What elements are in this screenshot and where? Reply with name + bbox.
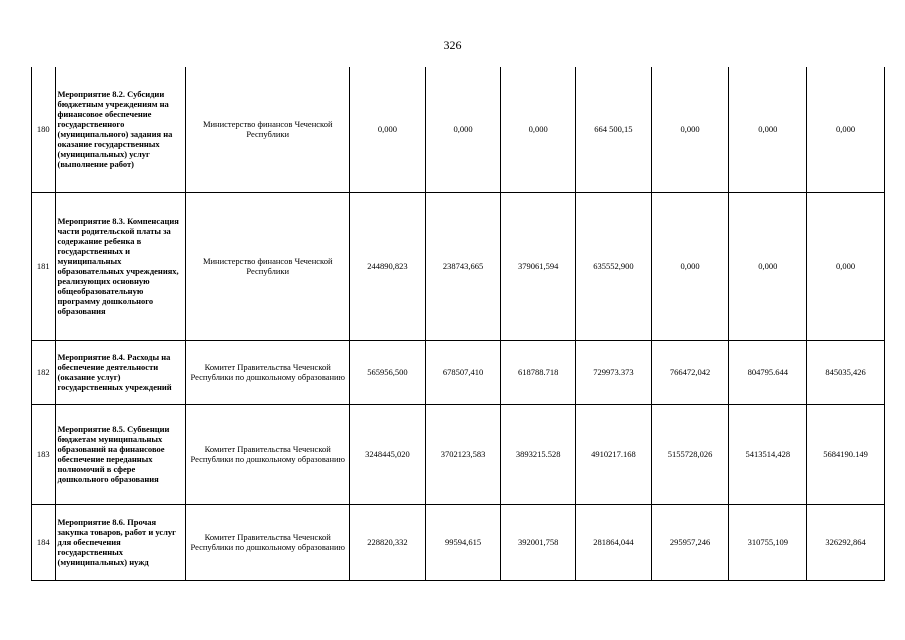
table-row — [32, 504, 885, 580]
value-cell: 845035,426 — [807, 340, 885, 404]
executor-name: Комитет Правительства Чеченской Республики по дошкольному образованию — [186, 340, 350, 404]
value-cell: 5684190.149 — [807, 404, 885, 504]
value-cell: 0,000 — [807, 67, 885, 192]
value-cell: 310755,109 — [729, 504, 807, 580]
activity-name: Мероприятие 8.4. Расходы на обеспечение деятельности (оказание услуг) государственных учреждений — [55, 340, 186, 404]
value-cell: 295957,246 — [651, 504, 729, 580]
activity-name: Мероприятие 8.6. Прочая закупка товаров, работ и услуг для обеспечения государственных (муниципальных) нужд — [55, 504, 186, 580]
row-number: 181 — [32, 192, 56, 340]
value-cell: 0,000 — [425, 67, 501, 192]
value-cell: 618788.718 — [501, 340, 576, 404]
table-row — [32, 192, 885, 340]
row-number: 182 — [32, 340, 56, 404]
page-number: 326 — [443, 38, 462, 52]
executor-name: Комитет Правительства Чеченской Республики по дошкольному образованию — [186, 504, 350, 580]
activity-name: Мероприятие 8.2. Субсидии бюджетным учреждениям на финансовое обеспечение государственного (муниципального) задания на оказание государственных (муниципальных) услуг (выполнение работ) — [55, 67, 186, 192]
value-cell: 565956,500 — [350, 340, 426, 404]
value-cell: 678507,410 — [425, 340, 501, 404]
value-cell: 99594,615 — [425, 504, 501, 580]
row-number: 184 — [32, 504, 56, 580]
value-cell: 379061,594 — [501, 192, 576, 340]
value-cell: 5155728,026 — [651, 404, 729, 504]
value-cell: 3248445,020 — [350, 404, 426, 504]
value-cell: 804795.644 — [729, 340, 807, 404]
value-cell: 0,000 — [350, 67, 426, 192]
value-cell: 244890,823 — [350, 192, 426, 340]
executor-name: Комитет Правительства Чеченской Республики по дошкольному образованию — [186, 404, 350, 504]
value-cell: 0,000 — [651, 192, 729, 340]
value-cell: 0,000 — [807, 192, 885, 340]
value-cell: 3893215.528 — [501, 404, 576, 504]
value-cell: 766472,042 — [651, 340, 729, 404]
executor-name: Министерство финансов Чеченской Республики — [186, 192, 350, 340]
activity-name: Мероприятие 8.5. Субвенции бюджетам муниципальных образований на финансовое обеспечение переданных полномочий в сфере дошкольного образования — [55, 404, 186, 504]
executor-name: Министерство финансов Чеченской Республики — [186, 67, 350, 192]
table-row — [32, 340, 885, 404]
value-cell: 3702123,583 — [425, 404, 501, 504]
value-cell: 238743,665 — [425, 192, 501, 340]
value-cell: 281864,044 — [576, 504, 652, 580]
value-cell: 729973.373 — [576, 340, 652, 404]
value-cell: 326292,864 — [807, 504, 885, 580]
value-cell: 664 500,15 — [576, 67, 652, 192]
value-cell: 228820,332 — [350, 504, 426, 580]
table-body — [32, 67, 885, 580]
value-cell: 0,000 — [501, 67, 576, 192]
value-cell: 635552,900 — [576, 192, 652, 340]
value-cell: 5413514,428 — [729, 404, 807, 504]
budget-table — [31, 67, 885, 581]
activity-name: Мероприятие 8.3. Компенсация части родительской платы за содержание ребенка в государственных и муниципальных образовательных учреждениях, реализующих основную общеобразовательную программу дошкольного образования — [55, 192, 186, 340]
table-row — [32, 67, 885, 192]
value-cell: 4910217.168 — [576, 404, 652, 504]
value-cell: 0,000 — [651, 67, 729, 192]
value-cell: 0,000 — [729, 67, 807, 192]
value-cell: 392001,758 — [501, 504, 576, 580]
row-number: 183 — [32, 404, 56, 504]
row-number: 180 — [32, 67, 56, 192]
table-row — [32, 404, 885, 504]
value-cell: 0,000 — [729, 192, 807, 340]
